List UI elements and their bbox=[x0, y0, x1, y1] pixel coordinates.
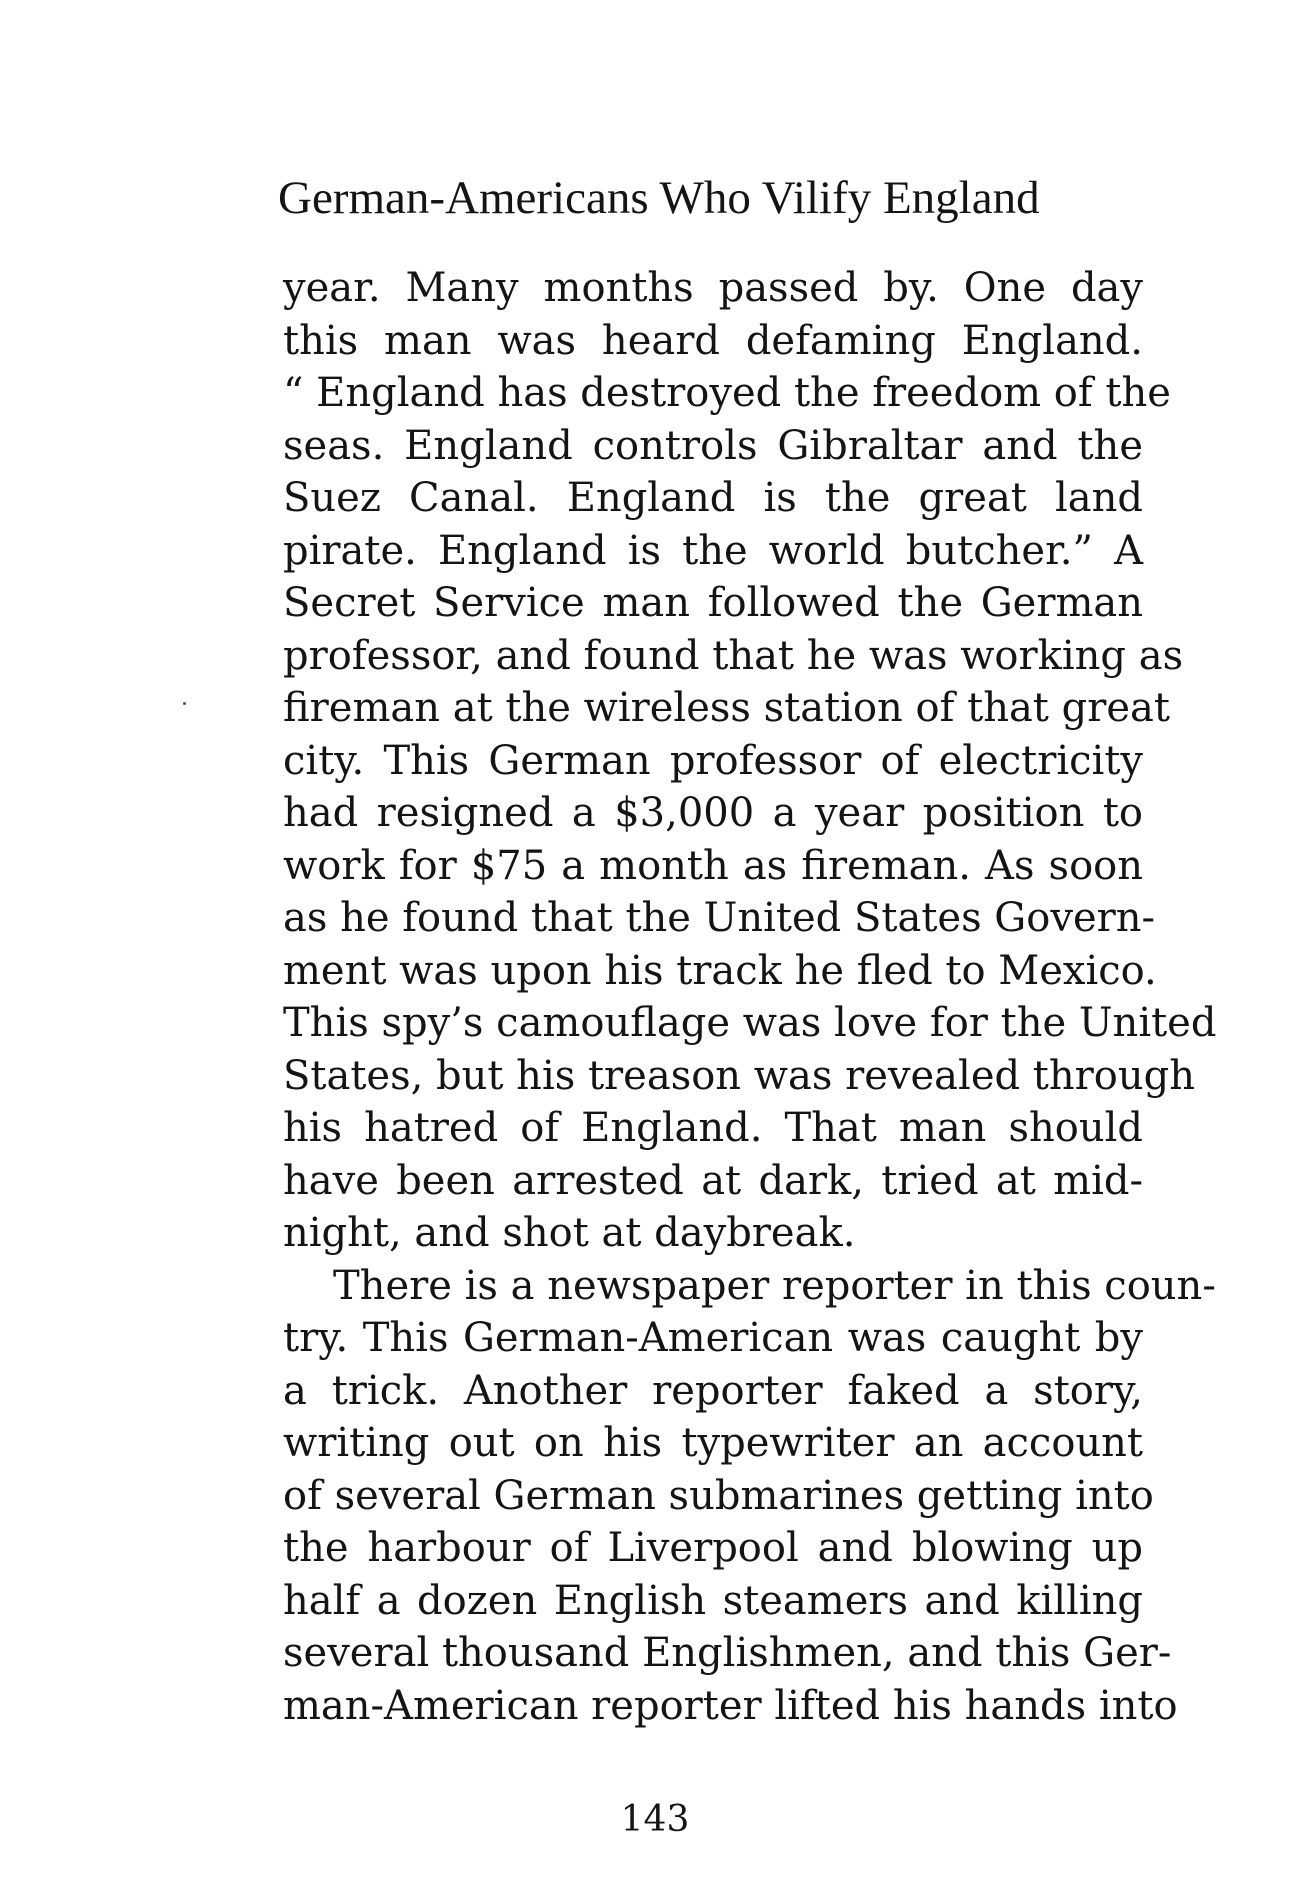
text-line: the harbour of Liverpool and blowing up bbox=[283, 1525, 1143, 1571]
body-text bbox=[283, 262, 1217, 1732]
text-line: several thousand Englishmen, and this Ger- bbox=[283, 1630, 1172, 1676]
text-line: Secret Service man followed the German bbox=[283, 580, 1143, 626]
text-line: professor, and found that he was working as bbox=[283, 632, 1184, 679]
text-line: writing out on his typewriter an account bbox=[283, 1420, 1143, 1466]
text-line: There is a newspaper reporter in this coun- bbox=[333, 1262, 1216, 1309]
text-line: man-American reporter lifted his hands into bbox=[283, 1682, 1178, 1729]
text-line: try. This German-American was caught by bbox=[283, 1315, 1143, 1361]
text-line: pirate. England is the world butcher.” A bbox=[283, 527, 1143, 574]
text-line: year. Many months passed by. One day bbox=[283, 265, 1143, 311]
text-line: States, but his treason was revealed through bbox=[283, 1052, 1195, 1099]
text-line: “ England has destroyed the freedom of the bbox=[283, 370, 1171, 416]
text-line: have been arrested at dark, tried at mid- bbox=[283, 1157, 1143, 1204]
text-line: his hatred of England. That man should bbox=[283, 1105, 1143, 1151]
text-line: Suez Canal. England is the great land bbox=[283, 475, 1143, 521]
text-line: This spy’s camouflage was love for the United bbox=[283, 1000, 1217, 1046]
text-line: night, and shot at daybreak. bbox=[283, 1210, 856, 1256]
running-head: German-Americans Who Vilify England bbox=[278, 172, 1040, 224]
text-line: fireman at the wireless station of that great bbox=[283, 685, 1170, 731]
text-line: this man was heard defaming England. bbox=[283, 317, 1143, 364]
text-line: half a dozen English steamers and killing bbox=[283, 1577, 1143, 1624]
text-line: seas. England controls Gibraltar and the bbox=[283, 422, 1143, 469]
text-line: ment was upon his track he fled to Mexico. bbox=[283, 947, 1157, 994]
page-number: 143 bbox=[620, 1799, 690, 1840]
text-line: of several German submarines getting into bbox=[283, 1472, 1154, 1519]
text-line: city. This German professor of electricity bbox=[283, 737, 1143, 784]
print-speck bbox=[183, 702, 186, 705]
text-line: a trick. Another reporter faked a story, bbox=[283, 1367, 1143, 1414]
text-line: work for $75 a month as fireman. As soon bbox=[283, 842, 1143, 889]
text-line: as he found that the United States Govern- bbox=[283, 895, 1156, 941]
text-line: had resigned a $3,000 a year position to bbox=[283, 790, 1143, 836]
